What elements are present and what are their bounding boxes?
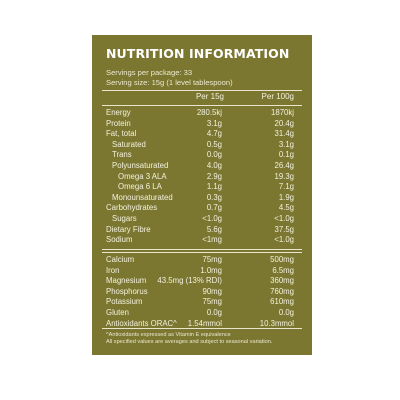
value-per-100g: 7.1g (278, 182, 294, 192)
table-row (92, 108, 312, 118)
value-per-serve: 1.54mmol (187, 318, 222, 328)
footnote: All specified values are averages and subject to seasonal variation. (106, 339, 273, 345)
table-row (92, 193, 312, 203)
value-per-serve: 90mg (202, 286, 222, 296)
value-per-serve: <1mg (202, 235, 222, 245)
value-per-serve: 0.0g (206, 308, 222, 317)
nutrient-label: Fat, total (106, 129, 137, 139)
panel-title: NUTRITION INFORMATION (106, 46, 290, 61)
value-per-serve: 280.5kj (196, 108, 222, 117)
value-per-100g: 10.3mmol (259, 318, 294, 328)
table-row (92, 140, 312, 150)
nutrient-label: Magnesium (106, 276, 147, 286)
nutrient-label: Phosphorus (106, 286, 148, 296)
value-per-100g: <1.0g (274, 235, 294, 245)
nutrient-label: Iron (106, 265, 120, 275)
value-per-100g: 37.5g (274, 224, 294, 234)
value-per-100g: 6.5mg (272, 265, 294, 275)
table-row (92, 266, 312, 276)
column-header-per-serve: Per 15g (195, 92, 224, 101)
value-per-serve: 0.5g (206, 139, 222, 149)
nutrient-label: Trans (112, 150, 132, 160)
value-per-serve: 43.5mg (13% RDI) (157, 276, 222, 286)
table-row (92, 172, 312, 182)
value-per-serve: 75mg (202, 297, 222, 307)
nutrient-label: Energy (106, 108, 131, 117)
table-row (92, 297, 312, 307)
table-row (92, 182, 312, 192)
table-row (92, 308, 312, 318)
nutrient-label: Omega 3 ALA (118, 171, 167, 181)
value-per-100g: <1.0g (274, 214, 294, 223)
table-row (92, 150, 312, 160)
value-per-100g: 360mg (270, 276, 294, 286)
value-per-serve: 4.0g (206, 161, 222, 170)
nutrient-label: Protein (106, 118, 131, 128)
column-header-per-100g: Per 100g (261, 92, 294, 101)
value-per-serve: 0.3g (206, 192, 222, 202)
nutrient-label: Calcium (106, 255, 135, 264)
nutrient-label: Carbohydrates (106, 203, 158, 213)
divider (102, 90, 302, 91)
divider (102, 252, 302, 254)
value-per-serve: 5.6g (206, 224, 222, 234)
value-per-100g: 4.5g (278, 203, 294, 213)
nutrient-label: Polyunsaturated (112, 161, 169, 170)
value-per-100g: 760mg (270, 286, 294, 296)
table-row (92, 225, 312, 235)
nutrient-label: Potassium (106, 297, 143, 307)
nutrient-label: Sodium (106, 235, 133, 245)
value-per-100g: 0.1g (278, 150, 294, 160)
value-per-100g: 19.3g (274, 171, 294, 181)
value-per-100g: 1.9g (278, 192, 294, 202)
nutrient-label: Gluten (106, 308, 129, 317)
table-row (92, 161, 312, 171)
table-row (92, 203, 312, 213)
value-per-serve: 3.1g (206, 118, 222, 128)
value-per-serve: 1.0mg (200, 265, 222, 275)
table-row (92, 276, 312, 286)
value-per-serve: <1.0g (202, 214, 222, 223)
nutrition-panel (92, 35, 312, 355)
table-row (92, 235, 312, 245)
value-per-serve: 1.1g (206, 182, 222, 192)
table-row (92, 287, 312, 297)
divider (102, 249, 302, 250)
value-per-serve: 0.0g (206, 150, 222, 160)
value-per-serve: 0.7g (206, 203, 222, 213)
divider (102, 105, 302, 106)
value-per-100g: 3.1g (278, 139, 294, 149)
nutrient-label: Monounsaturated (112, 192, 173, 202)
table-row (92, 129, 312, 139)
value-per-serve: 2.9g (206, 171, 222, 181)
value-per-100g: 20.4g (274, 118, 294, 128)
value-per-100g: 26.4g (274, 161, 294, 170)
value-per-serve: 4.7g (206, 129, 222, 139)
value-per-100g: 610mg (270, 297, 294, 307)
nutrient-label: Antioxidants ORAC^ (106, 318, 177, 328)
nutrient-label: Omega 6 LA (118, 182, 162, 192)
table-row (92, 255, 312, 265)
value-per-serve: 75mg (202, 255, 222, 264)
value-per-100g: 1870kj (271, 108, 294, 117)
servings-per-package: Servings per package: 33 (106, 68, 193, 77)
nutrient-label: Sugars (112, 214, 137, 223)
value-per-100g: 500mg (270, 255, 294, 264)
table-row (92, 119, 312, 129)
divider (102, 328, 302, 329)
nutrient-label: Dietary Fibre (106, 224, 151, 234)
serving-size: Serving size: 15g (1 level tablespoon) (106, 78, 233, 87)
nutrient-label: Saturated (112, 139, 146, 149)
footnote: ^Antioxidants expressed as Vitamin E equivalence (106, 332, 231, 338)
value-per-100g: 0.0g (278, 308, 294, 317)
value-per-100g: 31.4g (274, 129, 294, 139)
table-row (92, 214, 312, 224)
